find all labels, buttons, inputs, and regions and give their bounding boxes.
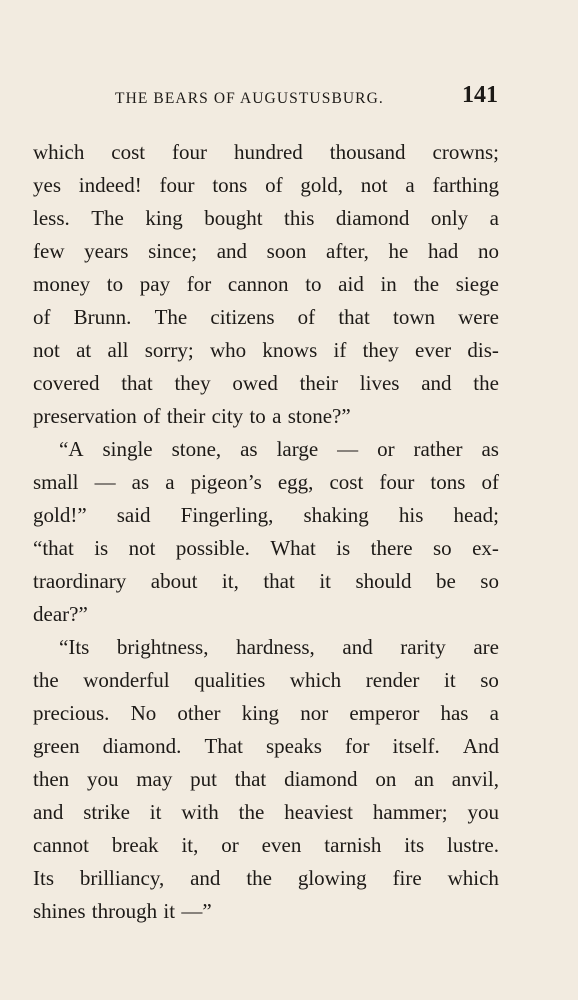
word: since;	[148, 239, 198, 263]
text-line	[33, 730, 499, 763]
word: tons	[212, 173, 248, 197]
word: may	[136, 767, 173, 791]
word: yes	[33, 173, 61, 197]
word: soon	[266, 239, 307, 263]
word: they	[362, 338, 399, 362]
word: —	[337, 437, 359, 461]
word: cost	[111, 140, 146, 164]
word: Brunn.	[73, 305, 132, 329]
word: indeed!	[78, 173, 142, 197]
word: The	[154, 305, 188, 329]
word: or	[221, 833, 239, 857]
word: pay	[139, 272, 171, 296]
word: break	[111, 833, 159, 857]
word: that	[263, 569, 295, 593]
word: of	[143, 404, 161, 428]
word: less.	[33, 206, 70, 230]
text-line	[33, 169, 499, 202]
word: hundred	[233, 140, 303, 164]
word: cost	[329, 470, 364, 494]
word: nor	[300, 701, 329, 725]
text-line	[33, 697, 499, 730]
word: king	[145, 206, 183, 230]
word: dis-	[467, 338, 499, 362]
word: it,	[221, 569, 239, 593]
word: farthing	[432, 173, 499, 197]
word: citizens	[210, 305, 275, 329]
word: emperor	[349, 701, 420, 725]
word: to	[106, 272, 124, 296]
word: and	[33, 800, 64, 824]
text-line	[33, 268, 499, 301]
word: precious.	[33, 701, 110, 725]
word: tons	[430, 470, 466, 494]
word: wonderful	[83, 668, 170, 692]
text-line	[33, 499, 499, 532]
word: so	[480, 569, 499, 593]
word: That	[204, 734, 243, 758]
word: their	[299, 371, 339, 395]
text-line	[33, 466, 499, 499]
word: egg,	[277, 470, 314, 494]
word: brilliancy,	[79, 866, 165, 890]
word: a	[489, 206, 499, 230]
word: Fingerling,	[180, 503, 274, 527]
word: hammer;	[372, 800, 448, 824]
word: which	[33, 140, 85, 164]
word: money	[33, 272, 91, 296]
word: cannot	[33, 833, 89, 857]
word: Its	[33, 866, 54, 890]
word: on	[375, 767, 397, 791]
text-line	[33, 400, 499, 433]
word: The	[91, 206, 124, 230]
word: shaking	[303, 503, 369, 527]
word: siege	[455, 272, 499, 296]
word: it	[319, 569, 331, 593]
running-title: THE BEARS OF AUGUSTUSBURG.	[115, 90, 384, 107]
word: knows	[262, 338, 318, 362]
word: be	[435, 569, 456, 593]
word: for	[186, 272, 212, 296]
word: they	[174, 371, 211, 395]
word: king	[241, 701, 280, 725]
word: —”	[181, 899, 212, 923]
word: covered	[33, 371, 100, 395]
word: is	[336, 536, 351, 560]
word: glowing	[297, 866, 367, 890]
word: small	[33, 470, 79, 494]
word: or	[377, 437, 395, 461]
word: and	[190, 866, 221, 890]
word: lustre.	[447, 833, 499, 857]
word: rarity	[400, 635, 446, 659]
text-line	[33, 532, 499, 565]
word: head;	[453, 503, 499, 527]
word: are	[473, 635, 499, 659]
word: which	[289, 668, 342, 692]
word: no	[477, 239, 499, 263]
word: its	[404, 833, 425, 857]
word: ex-	[472, 536, 499, 560]
word: as	[481, 437, 499, 461]
word: stone,	[171, 437, 222, 461]
text-line	[33, 862, 499, 895]
word: an	[414, 767, 434, 791]
text-line	[33, 796, 499, 829]
word: city	[211, 404, 244, 428]
word: sorry;	[144, 338, 194, 362]
word: to	[249, 404, 266, 428]
word: put	[190, 767, 217, 791]
text-line	[33, 136, 499, 169]
word: as	[240, 437, 258, 461]
word: the	[413, 272, 440, 296]
word: were	[458, 305, 499, 329]
word: it	[163, 899, 176, 923]
word: which	[447, 866, 499, 890]
word: gold,	[300, 173, 343, 197]
text-line	[33, 631, 499, 664]
word: owed	[232, 371, 278, 395]
word: has	[440, 701, 469, 725]
word: lives	[359, 371, 400, 395]
word: to	[305, 272, 322, 296]
word: dear?”	[33, 602, 88, 626]
word: should	[355, 569, 412, 593]
word: in	[380, 272, 397, 296]
word: “that	[33, 536, 74, 560]
text-line	[33, 433, 499, 466]
word: “A	[59, 437, 84, 461]
word: through	[91, 899, 158, 923]
word: not	[128, 536, 156, 560]
word: the	[246, 866, 272, 890]
running-head	[33, 82, 498, 116]
word: who	[210, 338, 247, 362]
word: tarnish	[324, 833, 382, 857]
word: of	[481, 470, 499, 494]
word: if	[333, 338, 347, 362]
word: that	[234, 767, 267, 791]
word: anvil,	[451, 767, 499, 791]
word: aid	[338, 272, 364, 296]
word: four	[379, 470, 415, 494]
word: of	[297, 305, 316, 329]
word: fire	[392, 866, 422, 890]
word: and	[421, 371, 452, 395]
word: it,	[181, 833, 199, 857]
word: only	[430, 206, 469, 230]
word: the	[33, 668, 59, 692]
word: a	[489, 701, 499, 725]
word: a	[272, 404, 282, 428]
word: gold!”	[33, 503, 87, 527]
text-line	[33, 202, 499, 235]
word: that	[338, 305, 370, 329]
word: it	[149, 800, 162, 824]
word: for	[345, 734, 370, 758]
word: about	[150, 569, 198, 593]
word: speaks	[265, 734, 322, 758]
text-line	[33, 565, 499, 598]
word: stone?”	[287, 404, 351, 428]
word: with	[181, 800, 219, 824]
word: then	[33, 767, 70, 791]
word: hardness,	[236, 635, 315, 659]
text-line	[33, 598, 499, 631]
word: the	[473, 371, 499, 395]
word: not	[33, 338, 60, 362]
word: heaviest	[284, 800, 353, 824]
word: “Its	[59, 635, 90, 659]
word: rather	[413, 437, 463, 461]
word: green	[33, 734, 80, 758]
word: few	[33, 239, 65, 263]
word: a	[165, 470, 175, 494]
word: after,	[326, 239, 369, 263]
word: ever	[415, 338, 452, 362]
word: shines	[33, 899, 86, 923]
text-line	[33, 334, 499, 367]
word: crowns;	[432, 140, 499, 164]
text-line	[33, 763, 499, 796]
word: bought	[204, 206, 263, 230]
word: at	[76, 338, 92, 362]
word: traordinary	[33, 569, 127, 593]
word: their	[166, 404, 206, 428]
word: possible.	[175, 536, 250, 560]
word: strike	[83, 800, 130, 824]
word: qualities	[194, 668, 266, 692]
word: that	[121, 371, 153, 395]
page-number: 141	[462, 82, 498, 108]
word: not	[360, 173, 388, 197]
word: diamond	[284, 767, 358, 791]
word: he	[388, 239, 409, 263]
word: said	[116, 503, 151, 527]
word: of	[33, 305, 51, 329]
word: other	[177, 701, 221, 725]
word: diamond	[335, 206, 410, 230]
word: And	[462, 734, 499, 758]
text-line	[33, 235, 499, 268]
word: you	[467, 800, 499, 824]
word: all	[107, 338, 129, 362]
text-line	[33, 301, 499, 334]
word: town	[392, 305, 435, 329]
word: large	[276, 437, 319, 461]
word: it	[443, 668, 456, 692]
word: and	[342, 635, 373, 659]
text-line	[33, 664, 499, 697]
word: years	[84, 239, 129, 263]
word: his	[398, 503, 424, 527]
word: —	[94, 470, 116, 494]
word: you	[86, 767, 119, 791]
word: is	[94, 536, 109, 560]
word: single	[102, 437, 153, 461]
word: had	[427, 239, 459, 263]
word: so	[480, 668, 499, 692]
word: there	[370, 536, 413, 560]
word: even	[261, 833, 302, 857]
word: and	[216, 239, 248, 263]
text-line	[33, 895, 499, 928]
word: so	[432, 536, 452, 560]
word: this	[284, 206, 315, 230]
word: pigeon’s	[190, 470, 262, 494]
word: cannon	[227, 272, 289, 296]
word: of	[265, 173, 283, 197]
word: brightness,	[116, 635, 209, 659]
word: diamond.	[102, 734, 182, 758]
text-line	[33, 367, 499, 400]
word: the	[238, 800, 265, 824]
word: thousand	[329, 140, 406, 164]
word: four	[172, 140, 208, 164]
word: a	[405, 173, 415, 197]
body-text	[33, 136, 499, 928]
word: No	[130, 701, 157, 725]
word: four	[159, 173, 195, 197]
text-line	[33, 829, 499, 862]
word: as	[131, 470, 150, 494]
word: itself.	[392, 734, 440, 758]
word: preservation	[33, 404, 137, 428]
word: render	[365, 668, 420, 692]
word: What	[270, 536, 316, 560]
